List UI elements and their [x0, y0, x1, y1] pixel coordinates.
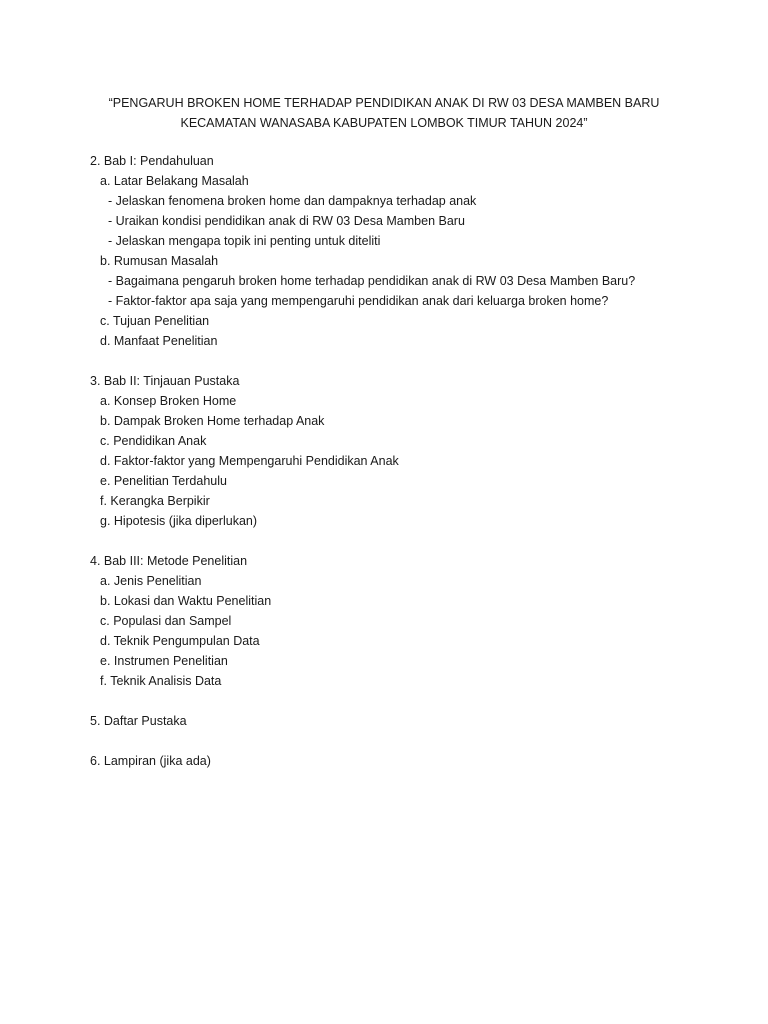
bab1-item-b: b. Rumusan Masalah	[100, 254, 219, 268]
spacer	[90, 531, 635, 551]
bab1-a-point: - Jelaskan mengapa topik ini penting untuk diteliti	[108, 234, 381, 248]
bab3-item: d. Teknik Pengumpulan Data	[100, 634, 260, 648]
document-outline	[90, 151, 635, 771]
lampiran-heading: 6. Lampiran (jika ada)	[90, 754, 211, 768]
bab2-item: e. Penelitian Terdahulu	[100, 474, 227, 488]
title-line-1: “PENGARUH BROKEN HOME TERHADAP PENDIDIKAN ANAK DI RW 03 DESA MAMBEN BARU	[108, 96, 660, 110]
bab1-item-c: c. Tujuan Penelitian	[100, 314, 210, 328]
title-line-2: KECAMATAN WANASABA KABUPATEN LOMBOK TIMUR TAHUN 2024”	[180, 116, 588, 130]
spacer	[90, 351, 635, 371]
bab1-b-point: - Bagaimana pengaruh broken home terhadap pendidikan anak di RW 03 Desa Mamben Baru?	[108, 274, 636, 288]
bab3-item: f. Teknik Analisis Data	[100, 674, 222, 688]
bab3-item: e. Instrumen Penelitian	[100, 654, 228, 668]
bab3-item: c. Populasi dan Sampel	[100, 614, 232, 628]
bab1-a-point: - Jelaskan fenomena broken home dan dampaknya terhadap anak	[108, 194, 477, 208]
bab3-heading: 4. Bab III: Metode Penelitian	[90, 554, 248, 568]
bab1-heading: 2. Bab I: Pendahuluan	[90, 154, 214, 168]
daftar-pustaka-heading: 5. Daftar Pustaka	[90, 714, 187, 728]
bab3-item: a. Jenis Penelitian	[100, 574, 202, 588]
bab2-item: g. Hipotesis (jika diperlukan)	[100, 514, 258, 528]
bab3-item: b. Lokasi dan Waktu Penelitian	[100, 594, 272, 608]
document-title	[60, 93, 708, 133]
bab2-item: a. Konsep Broken Home	[100, 394, 237, 408]
bab1-item-a: a. Latar Belakang Masalah	[100, 174, 249, 188]
bab1-a-point: - Uraikan kondisi pendidikan anak di RW 03 Desa Mamben Baru	[108, 214, 465, 228]
bab2-heading: 3. Bab II: Tinjauan Pustaka	[90, 374, 240, 388]
bab2-item: b. Dampak Broken Home terhadap Anak	[100, 414, 325, 428]
spacer	[90, 731, 635, 751]
bab2-item: f. Kerangka Berpikir	[100, 494, 210, 508]
spacer	[90, 691, 635, 711]
bab1-item-d: d. Manfaat Penelitian	[100, 334, 218, 348]
bab1-b-point: - Faktor-faktor apa saja yang mempengaruhi pendidikan anak dari keluarga broken home?	[108, 294, 609, 308]
bab2-item: c. Pendidikan Anak	[100, 434, 207, 448]
bab2-item: d. Faktor-faktor yang Mempengaruhi Pendidikan Anak	[100, 454, 399, 468]
